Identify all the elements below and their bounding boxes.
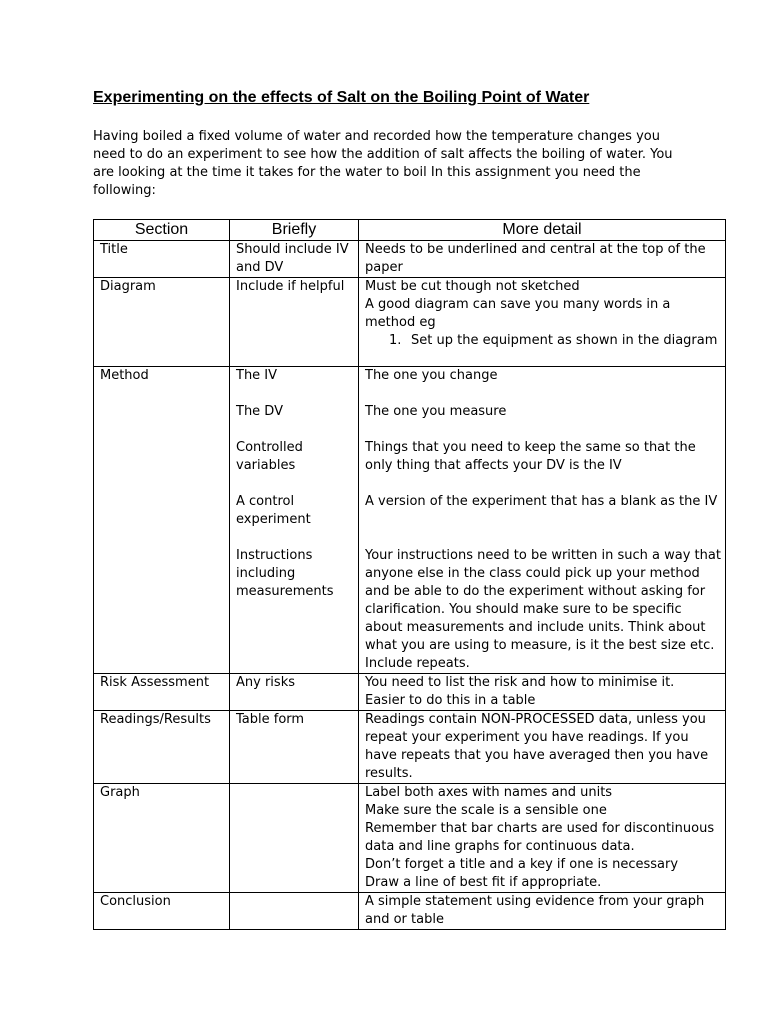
detail-iv: The one you change — [365, 368, 498, 383]
table-row-readings-results — [94, 711, 726, 784]
detail-controlled-variables: Things that you need to keep the same so that the only thing that affects your DV is the IV — [365, 440, 696, 473]
table-row-graph — [94, 784, 726, 893]
list-number: 1. — [389, 333, 402, 348]
cell-section: Risk Assessment — [94, 674, 230, 711]
cell-section: Diagram — [94, 278, 230, 367]
cell-detail — [359, 784, 726, 893]
detail-repeats: Include repeats. — [365, 656, 470, 671]
cell-briefly — [230, 784, 359, 893]
header-section: Section — [94, 220, 230, 241]
table-header-row — [94, 220, 726, 241]
table-row-method — [94, 367, 726, 674]
table-row-diagram — [94, 278, 726, 367]
cell-detail — [359, 674, 726, 711]
cell-detail: Readings contain NON-PROCESSED data, unless you repeat your experiment you have readings. If you have repeats that you have averaged then you have results. — [359, 711, 726, 784]
brief-controlled-variables: Controlled variables — [236, 440, 303, 473]
brief-control-experiment: A control experiment — [236, 494, 311, 527]
cell-briefly: Any risks — [230, 674, 359, 711]
header-more-detail: More detail — [359, 220, 726, 241]
cell-briefly — [230, 893, 359, 930]
cell-section: Readings/Results — [94, 711, 230, 784]
numbered-list-item — [365, 332, 721, 350]
table-row-risk-assessment — [94, 674, 726, 711]
cell-briefly — [230, 367, 359, 674]
detail-line: Label both axes with names and units — [365, 785, 613, 800]
cell-section: Title — [94, 241, 230, 278]
cell-detail — [359, 367, 726, 674]
brief-instructions: Instructions including measurements — [236, 548, 334, 599]
detail-line: A good diagram can save you many words in a method eg — [365, 297, 671, 330]
detail-line: Draw a line of best fit if appropriate. — [365, 875, 602, 890]
detail-line: Remember that bar charts are used for discontinuous data and line graphs for continuous data. — [365, 821, 715, 854]
cell-detail: Needs to be underlined and central at the top of the paper — [359, 241, 726, 278]
brief-iv: The IV — [236, 368, 278, 383]
document-title: Experimenting on the effects of Salt on the Boiling Point of Water — [93, 89, 590, 106]
cell-briefly: Should include IV and DV — [230, 241, 359, 278]
detail-line: Make sure the scale is a sensible one — [365, 803, 607, 818]
header-briefly: Briefly — [230, 220, 359, 241]
cell-detail: A simple statement using evidence from your graph and or table — [359, 893, 726, 930]
detail-line: You need to list the risk and how to minimise it. — [365, 675, 675, 690]
list-item-text: Set up the equipment as shown in the diagram — [411, 333, 718, 348]
table-row-title — [94, 241, 726, 278]
cell-section: Graph — [94, 784, 230, 893]
cell-briefly: Include if helpful — [230, 278, 359, 367]
cell-section: Method — [94, 367, 230, 674]
table-row-conclusion — [94, 893, 726, 930]
detail-line: Easier to do this in a table — [365, 693, 536, 708]
detail-control-experiment: A version of the experiment that has a blank as the IV — [365, 494, 718, 509]
requirements-table — [93, 219, 726, 930]
brief-dv: The DV — [236, 404, 283, 419]
detail-line: Must be cut though not sketched — [365, 279, 580, 294]
detail-dv: The one you measure — [365, 404, 507, 419]
cell-detail — [359, 278, 726, 367]
cell-section: Conclusion — [94, 893, 230, 930]
cell-briefly: Table form — [230, 711, 359, 784]
document-page — [93, 88, 725, 930]
detail-instructions: Your instructions need to be written in such a way that anyone else in the class could pick up your method and be able to do the experiment without asking for clarification. You should make sure to be specific about measurements and include units. Think about what you are using to measure, is it the best size etc. — [365, 548, 721, 653]
intro-paragraph: Having boiled a fixed volume of water and recorded how the temperature changes you need to do an experiment to see how the addition of salt affects the boiling of water. You are looking at the time it takes for the water to boil In this assignment you need the following: — [93, 129, 673, 198]
detail-line: Don’t forget a title and a key if one is necessary — [365, 857, 679, 872]
